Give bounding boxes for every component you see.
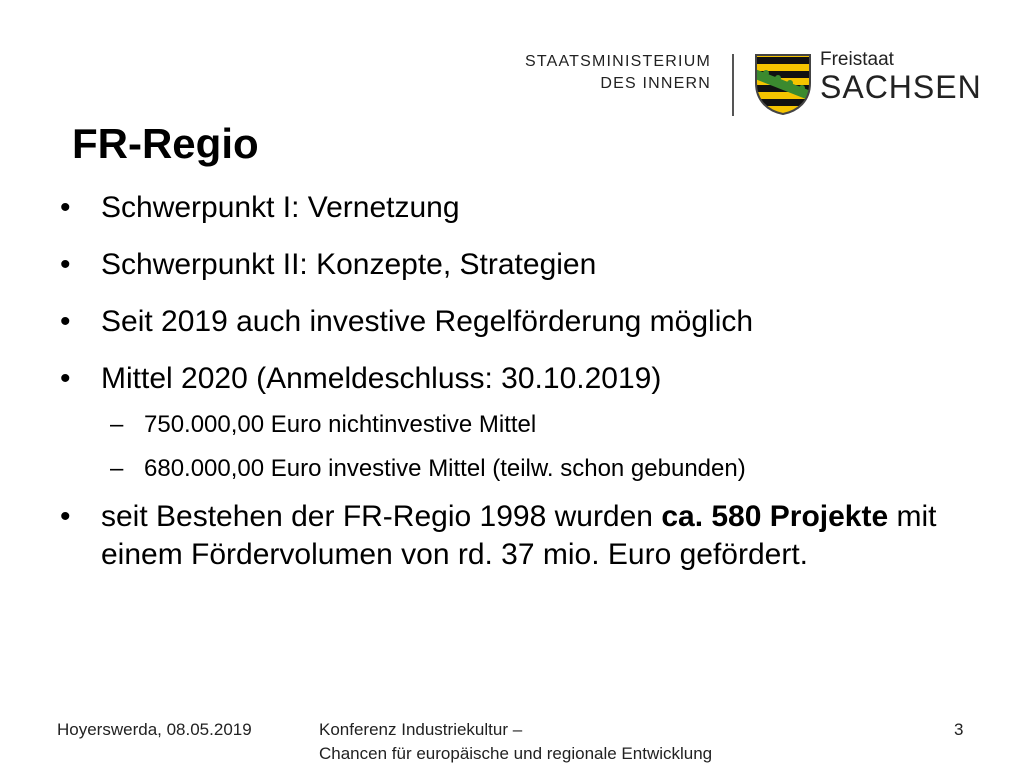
footer-date-location: Hoyerswerda, 08.05.2019 [57,720,252,739]
bullet-dot: • [60,362,71,395]
summary-text-part-2: mit einem Fördervolumen von rd. 37 mio. Euro gefördert. [101,500,937,571]
bullet-dot: • [60,191,71,224]
sub-bullet-text: 750.000,00 Euro nichtinvestive Mittel [144,411,537,438]
bullet-dot: • [60,305,71,338]
bullet-item-summary [58,498,941,574]
summary-text-bold: ca. 580 Projekte [661,500,889,533]
state-name [820,49,982,103]
bullet-dot: • [60,500,71,533]
page-number: 3 [954,720,964,739]
summary-text-part-1: seit Bestehen der FR-Regio 1998 wurden [101,500,662,533]
ministry-line-2: DES INNERN [600,75,711,92]
slide-title: FR-Regio [72,120,259,167]
bullet-text: Schwerpunkt I: Vernetzung [101,191,460,224]
bullet-text: Mittel 2020 (Anmeldeschluss: 30.10.2019) [101,362,662,395]
bullet-item [58,246,958,284]
ministry-name [525,51,711,95]
logo-divider [732,54,734,116]
saxony-coat-of-arms-icon [754,53,812,115]
sub-bullet-item [58,454,958,484]
bullet-text: Seit 2019 auch investive Regelförderung möglich [101,305,754,338]
bullet-list [58,189,958,593]
sub-bullet-text: 680.000,00 Euro investive Mittel (teilw. schon gebunden) [144,455,746,482]
footer-conference-line-1: Konferenz Industriekultur – [319,720,523,739]
state-name-line-2: SACHSEN [820,69,982,105]
footer-conference [319,718,712,766]
sub-bullet-dash: – [110,455,124,482]
ministry-line-1: STAATSMINISTERIUM [524,53,711,70]
bullet-item [58,360,958,398]
sub-bullet-dash: – [110,411,124,438]
sub-bullet-item [58,410,958,440]
bullet-dot: • [60,248,71,281]
bullet-item [58,303,958,341]
bullet-item [58,189,958,227]
state-name-line-1: Freistaat [820,49,894,70]
footer-conference-line-2: Chancen für europäische und regionale Entwicklung [319,744,713,763]
bullet-text: Schwerpunkt II: Konzepte, Strategien [101,248,597,281]
